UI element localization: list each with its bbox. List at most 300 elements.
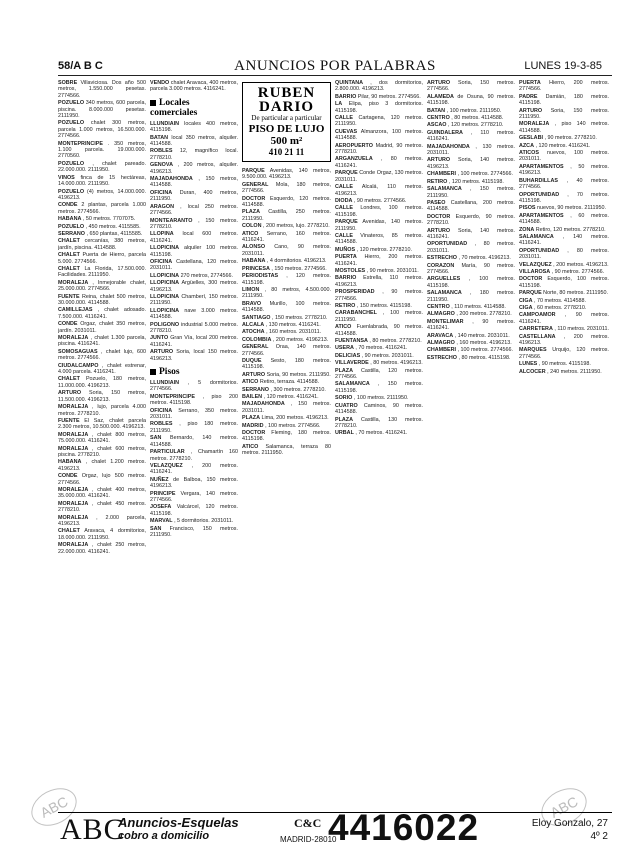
ad-keyword: MORALEJA <box>58 445 89 452</box>
ad-text: , 5 dormitorios. 2031011. <box>174 518 234 525</box>
classified-ad <box>427 276 515 289</box>
ad-text: , 150 metros. 2031011. <box>242 401 331 414</box>
classified-ad <box>427 157 515 170</box>
ad-keyword: ZONA <box>519 226 535 233</box>
ad-text: , 80 metros, 4.500.000. 2111950. <box>242 286 331 300</box>
ad-text: Castellana, 200 metros. 4114588. <box>427 199 515 213</box>
classified-ad <box>58 349 146 362</box>
classified-ad <box>242 266 331 272</box>
classified-ad <box>58 321 146 334</box>
ad-keyword: ATICO <box>242 230 259 237</box>
classified-ad <box>242 209 331 222</box>
ad-keyword: ALONSO <box>242 244 266 251</box>
ad-text: , chalet 1.200 metros. 4196213. <box>58 459 146 472</box>
classified-ad <box>335 219 423 232</box>
classified-ad <box>427 355 515 361</box>
classified-ad <box>242 287 331 300</box>
classified-ad <box>519 150 609 163</box>
classified-ad <box>242 444 331 457</box>
classified-ad <box>335 94 423 100</box>
ad-text: , local 250 metros. 2774566. <box>150 203 238 217</box>
ad-text: , chalet estrenar, 4.000 parcela. 4116241. <box>58 362 146 376</box>
ad-keyword: PLAZA <box>335 416 353 423</box>
ad-keyword: MORALEJA <box>58 542 89 549</box>
classified-ad <box>58 231 146 237</box>
ad-text: Serrano, 350 metros. 2031011. <box>150 407 238 421</box>
ad-text: Fuenlabrada, 90 metros. 4114588. <box>335 324 423 337</box>
classified-ad <box>427 319 515 332</box>
classified-ad <box>58 446 146 459</box>
classified-ad <box>58 216 146 222</box>
ad-text: , 150 metros. 2778210. <box>271 314 328 321</box>
ad-text: Retiro, terraza. 4114588. <box>259 379 320 386</box>
classified-ad <box>58 238 146 251</box>
classified-ad <box>335 198 423 204</box>
ad-keyword: MAJADAHONDA <box>242 401 285 408</box>
ad-text: María, 90 metros. 2774566. <box>427 262 515 275</box>
ad-keyword: PARTICULAR <box>150 449 185 456</box>
classified-ad <box>58 280 146 293</box>
ad-keyword: ROBLES <box>150 148 173 155</box>
ad-text: , 110 metros. 4114588. <box>451 304 506 310</box>
ad-text: , 90 metros. 2774566. <box>335 289 423 302</box>
ad-keyword: ARAGON <box>150 203 174 210</box>
ad-text: , 140 metros. 2031011. <box>454 332 510 339</box>
classified-ad <box>58 161 146 174</box>
ad-keyword: VELAZQUEZ <box>519 261 552 268</box>
classified-ad <box>335 275 423 288</box>
classified-ad <box>335 368 423 381</box>
ad-keyword: SORIO <box>335 395 353 402</box>
ad-keyword: BUHARDILLAS <box>519 177 558 184</box>
classified-ad <box>519 178 609 191</box>
classified-ad <box>58 515 146 528</box>
ad-keyword: GENERAL <box>242 181 269 188</box>
ad-text: Pilar, 90 metros. 2774566. <box>357 93 421 100</box>
classified-ad <box>519 248 609 261</box>
classified-ad <box>242 401 331 414</box>
ad-text: Soria, 150 metros. 2111950. <box>519 107 609 121</box>
ad-keyword: ALAMEDA <box>427 93 454 100</box>
boxed-ad-headline: PISO DE LUJO <box>248 123 325 135</box>
section-heading <box>150 98 238 118</box>
ad-text: Esquerdo, 90 metros. 2778210. <box>427 213 515 227</box>
ad-text: , 80 metros. 4114588. <box>451 115 504 122</box>
classified-ad <box>242 387 331 393</box>
ad-text: Soria, 90 metros. 2111950. <box>266 371 331 378</box>
classified-ad <box>519 305 609 311</box>
ad-keyword: ARTURO <box>427 157 451 164</box>
ad-keyword: ALMAGRO <box>427 340 455 347</box>
ad-text: , 450 metros. 4115585. <box>85 223 141 230</box>
footer-subtitle: cobro a domicilio <box>118 830 210 842</box>
classified-ad <box>519 361 609 367</box>
footer-phone: 4416022 <box>328 807 480 848</box>
classified-ad <box>58 404 146 417</box>
ad-text: 270 metros, 2774566. <box>180 272 234 279</box>
ad-keyword: DUQUE <box>242 357 262 364</box>
classified-ad <box>150 294 238 307</box>
ad-text: Elipa, piso 3 dormitorios. 4115198. <box>335 101 423 114</box>
ad-keyword: CASTELLANA <box>519 333 556 340</box>
classified-ad <box>58 266 146 279</box>
ad-text: nuevos, 100 metros. 2031011. <box>519 150 609 163</box>
classified-ad <box>150 518 238 524</box>
classified-ad <box>242 394 331 400</box>
classified-ad <box>519 164 609 177</box>
ad-keyword: ATOCHA <box>242 329 265 336</box>
ad-keyword: ALCOCER <box>519 368 546 375</box>
ad-keyword: POZUELO <box>58 120 85 127</box>
ad-keyword: RETIRO <box>427 178 448 185</box>
ad-text: , 100 metros. 2111950. <box>446 107 502 114</box>
ad-text: , 140 metros. 4116241. <box>519 233 609 247</box>
ad-text: , 80 metros. 4115198. <box>458 354 511 361</box>
ad-keyword: ATICOS <box>519 150 539 157</box>
ad-keyword: CALLE <box>335 115 353 122</box>
ad-keyword: BATAN <box>150 134 169 141</box>
ad-text: , 650 plantas, 4115585. <box>86 230 143 237</box>
classified-ad <box>58 335 146 348</box>
classified-ad <box>242 315 331 321</box>
ad-text: Oraa, 140 metros. 2774566. <box>242 344 331 357</box>
ad-text: Conde Orgaz, 130 metros. 2031011. <box>335 170 423 183</box>
ad-keyword: MADRID <box>242 422 264 429</box>
classified-ad <box>427 241 515 254</box>
classified-ad <box>335 345 423 351</box>
ad-text: Sesto, 180 metros. 4115198. <box>242 357 331 371</box>
classified-ad <box>58 418 146 431</box>
ad-text: , 90 metros. 2774566. <box>353 197 407 204</box>
classified-ad <box>242 223 331 229</box>
ad-keyword: PRINCESA <box>242 265 270 272</box>
ad-text: , 70 metros. 4116241. <box>355 430 408 437</box>
ad-keyword: CONDE <box>58 473 78 480</box>
ad-text: Cano, 90 metros. 2031011. <box>242 244 331 257</box>
ad-text: , 150 metros. 4115198. <box>335 381 423 394</box>
ad-text: , 50 metros. 7707075. <box>82 216 136 223</box>
ad-text: Hierro, 200 metros. 4116241. <box>335 254 423 267</box>
ad-text: , piso 140 metros. 4114588. <box>519 121 609 134</box>
classified-ad <box>519 326 609 332</box>
ad-text: , 200 metros, lujo. 2778210. <box>262 223 330 230</box>
ad-text: cercanías, 380 metros, jardín, piscina. 4114588. <box>58 238 146 251</box>
ad-text: Aravaca, 4 dormitorios, 18.000.000. 2111950. <box>58 528 146 541</box>
ad-text: , 120 metros. 4116241. <box>535 142 591 149</box>
classified-ad <box>242 329 331 335</box>
ad-text: , 100 metros. 2111950. <box>353 395 409 402</box>
column-4 <box>335 80 423 807</box>
page-number: 58/A B C <box>58 60 103 72</box>
classified-ad <box>335 156 423 169</box>
ad-keyword: ALCALA <box>242 321 265 328</box>
ad-keyword: ATICO <box>242 379 259 386</box>
ad-text: , chalet 450 metros. 2778210. <box>58 500 146 514</box>
ad-keyword: MORALEJA <box>58 279 89 286</box>
ad-text: Puerta de Hierro, parcela 5.000. 2774566. <box>58 252 146 265</box>
ad-keyword: PARQUE <box>519 290 542 297</box>
ad-keyword: CUEVAS <box>335 128 358 135</box>
classified-ad <box>519 135 609 141</box>
ad-text: , Inmejorable chalet, 25.000.000. 2774566. <box>58 279 146 293</box>
ad-keyword: ATICO <box>242 443 259 450</box>
ad-text: , chalet 400 metros, 35.000.000. 4116241. <box>58 486 146 500</box>
ad-keyword: APARTAMENTOS <box>519 212 564 219</box>
ad-keyword: VINOS <box>58 174 75 181</box>
ad-text: , 200 metros. 4196213. <box>553 261 609 268</box>
classified-ad <box>150 121 238 134</box>
ad-keyword: BARRIO <box>335 275 357 282</box>
ad-text: 12, magnífico local. 2778210. <box>150 148 238 161</box>
ad-keyword: CHAMBERI <box>427 171 457 178</box>
classified-ad <box>150 380 238 393</box>
ad-keyword: POZUELO <box>58 188 85 195</box>
classified-ad <box>427 228 515 241</box>
ad-keyword: LLOPICINA <box>150 293 180 300</box>
ad-text: Soria, 150 metros. 2774566. <box>427 80 515 93</box>
classified-ad <box>519 108 609 121</box>
ad-text: , 120 metros. 4115198. <box>448 178 504 185</box>
ad-keyword: SALAMANCA <box>427 186 462 193</box>
ad-text: Gran Vía, local 200 metros. 4116241. <box>150 335 238 348</box>
classified-ad <box>150 394 238 407</box>
ad-text: (4) metros, 14.000.000. 4196213. <box>58 188 146 201</box>
ad-keyword: POZUELO <box>58 100 85 107</box>
ad-keyword: POLIGONO <box>150 321 180 328</box>
ad-keyword: FUENTE <box>58 417 80 424</box>
ad-text: , 150 metros. 2774566. <box>271 265 327 272</box>
ad-text: , 80 metros. 4116241. <box>335 156 423 169</box>
ad-text: El Saz, chalet parcela 2.300 metros, 10.500.000. 4196213. <box>58 417 146 431</box>
ad-keyword: BAILEN <box>242 394 263 400</box>
classified-ad <box>519 80 609 93</box>
classified-ad <box>519 334 609 347</box>
ad-keyword: ALMAGRO <box>427 311 455 318</box>
ad-keyword: VELAZQUEZ <box>150 462 183 469</box>
ad-keyword: AEROPUERTO <box>335 142 373 149</box>
classified-ad <box>150 245 238 258</box>
ad-keyword: PLAZA <box>242 415 260 422</box>
ad-text: , 40 metros. 2774566. <box>519 177 609 191</box>
ad-keyword: DOCTOR <box>242 430 266 437</box>
ad-text: , 100 metros. 2111950. <box>335 310 423 323</box>
ad-keyword: OPORTUNIDAD <box>519 247 560 254</box>
ad-keyword: PISOS <box>519 205 536 212</box>
ad-keyword: MONTEPRINCIPE <box>58 140 103 147</box>
ad-keyword: RETIRO <box>335 303 356 309</box>
classified-ad <box>335 170 423 183</box>
ad-keyword: CIGA <box>519 297 533 304</box>
ad-text: nave 3.000 metros. 4114588. <box>150 307 238 321</box>
ad-text: Castilla, 130 metros. 2778210. <box>335 416 423 429</box>
ad-keyword: PARQUE <box>335 170 358 177</box>
classified-ad <box>427 80 515 93</box>
ad-text: Esquerdo, 120 metros. 4114588. <box>242 195 331 209</box>
classified-ad <box>150 259 238 272</box>
classified-ad <box>427 347 515 353</box>
ad-keyword: CHALET <box>58 265 80 272</box>
ad-text: , 160 metros. 2031011. <box>266 329 322 336</box>
classified-ad <box>427 263 515 276</box>
footer-city: MADRID-28010 <box>280 835 337 844</box>
classified-ad <box>427 200 515 213</box>
ad-keyword: MAJADAHONDA <box>427 143 470 150</box>
classified-ad <box>58 189 146 202</box>
ad-text: , 120 metros. 2778210. <box>356 246 413 253</box>
ad-keyword: PARQUE <box>335 219 358 226</box>
classified-ad <box>242 423 331 429</box>
classified-ad <box>335 353 423 359</box>
classified-ad <box>150 421 238 434</box>
ad-text: Francisco, 150 metros. 2111950. <box>150 525 238 538</box>
ad-keyword: CUATRO <box>335 402 358 409</box>
classified-ad <box>519 205 609 211</box>
classified-ad <box>58 528 146 541</box>
classified-ad <box>335 254 423 267</box>
ad-keyword: MARVAL <box>150 518 173 525</box>
ad-text: , chalet pareado. 22.000.000. 2111950. <box>58 160 146 174</box>
classified-ad <box>519 213 609 226</box>
ad-text: , 80 metros. 2031011. <box>519 247 609 261</box>
ad-text: , 200 metros. 4196213. <box>272 336 329 343</box>
ad-keyword: PADRE <box>519 93 538 100</box>
ad-keyword: CALLE <box>335 232 353 239</box>
ad-text: , 120 metros. 2778210. <box>447 122 504 129</box>
classified-ad <box>242 358 331 371</box>
classified-ad <box>335 289 423 302</box>
classified-ad <box>427 94 515 107</box>
classified-ad <box>150 162 238 175</box>
ad-text: , 5 dormitorios. 2774566. <box>150 380 238 393</box>
classified-ad <box>150 477 238 490</box>
ad-keyword: LLOPICINA <box>150 307 180 314</box>
ad-keyword: GENERAL <box>242 344 269 351</box>
classified-ad <box>519 262 609 268</box>
ad-text: Londres, 100 metros. 4115198. <box>335 205 423 218</box>
ad-text: Serrano, 160 metros. 4116241. <box>242 230 331 244</box>
classified-ad <box>242 231 331 244</box>
ad-keyword: CHALET <box>58 376 80 383</box>
ad-text: Castilla, 250 metros. 2111950. <box>242 209 331 222</box>
ad-text: , 50 metros. 4196213. <box>519 163 609 177</box>
ad-keyword: ARTURO <box>242 371 266 378</box>
classified-ad <box>58 294 146 307</box>
classified-ad <box>242 301 331 314</box>
classified-ad <box>335 417 423 430</box>
classified-ad <box>242 415 331 421</box>
ad-keyword: LLOPICINA <box>150 245 180 252</box>
column-5 <box>427 80 515 807</box>
ad-keyword: BRAVO <box>242 300 262 307</box>
classified-ad <box>150 526 238 539</box>
classified-ad <box>150 80 238 93</box>
ad-keyword: ATICO <box>335 324 352 331</box>
ad-text: Argüelles, 300 metros. 4196213. <box>150 280 238 293</box>
classified-ad <box>58 542 146 555</box>
boxed-ad-subtitle: De particular a particular <box>251 114 322 122</box>
ad-text: Soria, 150 metros, 11.500.000. 4196213. <box>58 390 146 403</box>
ad-keyword: HABANA <box>242 258 266 265</box>
ad-keyword: PASEO <box>427 199 446 206</box>
classified-ad <box>335 381 423 394</box>
ad-text: Villaviciosa. Dos año 500 metros, 1.550.000 pesetas. 2774566. <box>58 80 146 99</box>
classified-ad <box>335 430 423 436</box>
ad-text: Castellana, 120 metros. 2031011. <box>150 258 238 272</box>
classified-ad <box>58 120 146 139</box>
ad-keyword: QUINTANA <box>335 80 364 86</box>
ad-keyword: AZCA <box>519 142 534 149</box>
ad-keyword: MONTELIMAR <box>427 318 464 325</box>
classified-ad <box>58 473 146 486</box>
footer-logo-mark: C&C <box>294 816 322 830</box>
ad-keyword: COLOMBIA <box>242 336 272 343</box>
classified-ad <box>58 224 146 230</box>
ad-keyword: MONTEARANTO <box>150 217 193 224</box>
ad-text: , 150 metros. 4115198. <box>356 303 412 309</box>
header-rule <box>58 75 612 76</box>
classified-ad <box>427 179 515 185</box>
ad-text: , lujo, parcela 4.000 metros. 2778210. <box>58 404 146 417</box>
ad-keyword: MORALEJA <box>58 500 89 507</box>
classified-ad <box>427 144 515 157</box>
classified-ad <box>519 298 609 304</box>
classified-ad <box>427 108 515 114</box>
ad-keyword: JUNTO <box>150 335 169 342</box>
ad-keyword: CORAZON <box>427 262 455 269</box>
classified-ad <box>242 182 331 195</box>
classified-ad <box>427 340 515 346</box>
classified-ad <box>150 435 238 448</box>
ad-keyword: VILLAVERDE <box>335 360 369 367</box>
boxed-ad-size: 500 m² <box>270 135 303 147</box>
classified-ad <box>58 80 146 99</box>
ad-keyword: OFICINA <box>150 189 173 196</box>
ad-text: , 90 metros. 2031011. <box>361 352 414 359</box>
classified-ad <box>427 304 515 310</box>
ad-text: , 100 metros. 2774566. <box>457 347 514 354</box>
classified-ad <box>150 231 238 244</box>
ad-text: , 240 metros. 2111950. <box>547 368 602 375</box>
square-bullet-icon <box>150 369 156 375</box>
classified-ad <box>150 204 238 217</box>
boxed-ad-name: RUBEN DARIO <box>257 85 316 115</box>
ad-text: , 120 metros. 4115198. <box>242 273 331 286</box>
ad-text: , 2.000 parcela, 4196213. <box>58 514 146 527</box>
classified-ad <box>335 184 423 197</box>
ad-keyword: CHALET <box>58 252 80 259</box>
ad-keyword: ESTRECHO <box>427 354 457 361</box>
classified-ad <box>242 258 331 264</box>
ad-keyword: DOCTOR <box>242 195 266 202</box>
ad-text: finca de 15 hectáreas, 14.000.000. 2111950. <box>58 174 146 188</box>
classified-ad <box>58 376 146 389</box>
ad-keyword: DELICIAS <box>335 352 361 359</box>
classified-ad <box>519 121 609 134</box>
ad-text: , 130 metros. 2031011. <box>427 143 515 157</box>
ad-text: , 200 metros. 4116241. <box>150 462 238 476</box>
ad-text: , chalet 250 metros, 22.000.000. 4116241. <box>58 542 146 555</box>
ad-text: de Balboa, 150 metros. 4196213. <box>150 476 238 490</box>
page-header <box>58 58 612 74</box>
ad-keyword: ARGUELLES <box>427 276 461 283</box>
ad-text: , 100 metros. 2774566. <box>457 171 514 178</box>
classified-ad <box>150 335 238 348</box>
ad-keyword: CONDE <box>58 202 78 209</box>
classified-ad <box>58 459 146 472</box>
classified-ad <box>335 80 423 93</box>
classified-ad <box>519 276 609 289</box>
classified-ad <box>150 190 238 203</box>
